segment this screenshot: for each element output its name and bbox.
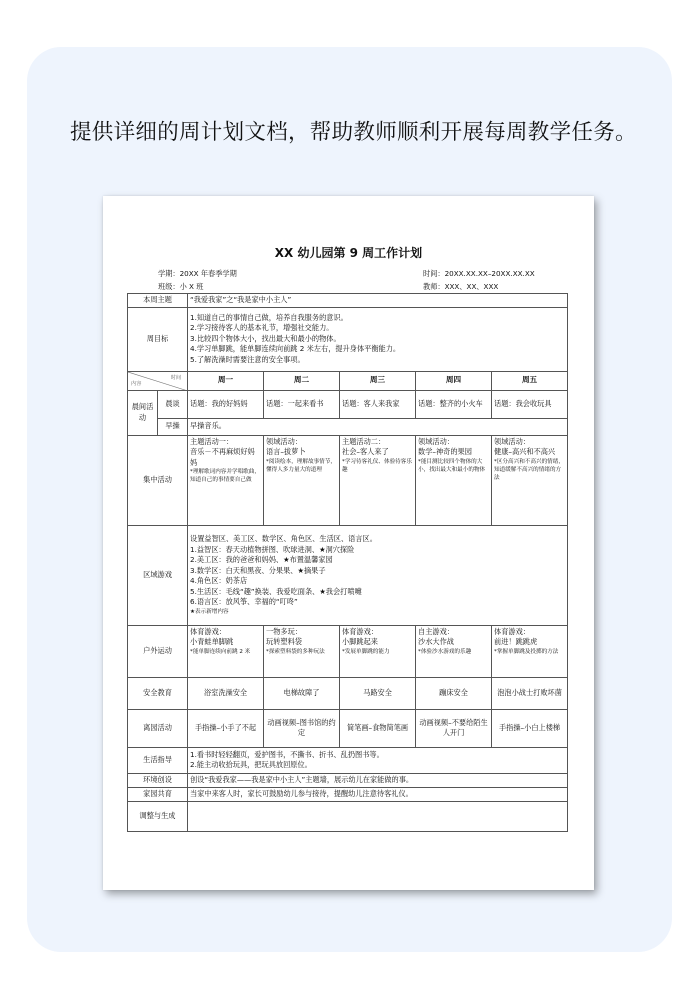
area-games-list <box>188 525 568 625</box>
outdoor-cell <box>188 625 264 677</box>
class-info: 班级：小 X 班 <box>158 282 204 291</box>
activity-note: *掌握单脚跳及投掷的方法 <box>494 648 559 655</box>
activity-name: 沙水大作战 <box>418 637 454 646</box>
goal-item: 4.学习单脚跳，能单脚连续向前跳 2 米左右，提升身体平衡能力。 <box>190 344 401 354</box>
group-activity-cell <box>188 435 264 525</box>
group-activity-cell <box>492 435 568 525</box>
activity-title: 体育游戏： <box>190 626 226 636</box>
morning-label: 晨间活动 <box>128 390 158 435</box>
safety-cell: 马路安全 <box>340 677 416 709</box>
outdoor-cell <box>340 625 416 677</box>
leave-cell: 简笔画–食物简笔画 <box>340 709 416 747</box>
home-label: 家园共育 <box>128 787 188 801</box>
activity-name: 小脚跳起来 <box>342 637 378 646</box>
semester-info: 学期：20XX 年春季学期 <box>158 269 237 278</box>
goals-label: 周目标 <box>128 307 188 371</box>
time-info: 时间：20XX.XX.XX–20XX.XX.XX <box>423 269 535 278</box>
activity-title: 领域活动： <box>266 436 302 446</box>
theme-value: “我爱我家”之“我是家中小主人” <box>188 294 568 308</box>
goals-list <box>188 307 568 371</box>
area-item: 4.角色区：奶茶店 <box>190 576 248 586</box>
corner-top-label: 时间 <box>170 374 182 381</box>
activity-title: 自主游戏： <box>418 626 454 636</box>
activity-name: 小青蛙单脚跳 <box>190 637 234 646</box>
chat-topic: 话题：客人来我家 <box>340 390 416 418</box>
activity-title: 领域活动： <box>418 436 454 446</box>
life-item: 1.看书时轻轻翻页，爱护图书，不撕书、折书、乱扔图书等。 <box>190 749 384 759</box>
weekday-wed: 周三 <box>340 371 416 390</box>
outdoor-label: 户外运动 <box>128 625 188 677</box>
chat-label: 晨谈 <box>158 390 188 418</box>
corner-bottom-label: 内容 <box>131 381 142 387</box>
goal-item: 5.了解洗澡时需要注意的安全事项。 <box>190 354 305 364</box>
morning-exercise-row <box>128 418 568 435</box>
activity-name: 健康–高兴和不高兴 <box>494 447 556 456</box>
activity-note: *区分高兴和不高兴的情绪，知道缓解不高兴的情绪的方法 <box>494 458 564 481</box>
area-item: 设置益智区、美工区、数学区、角色区、生活区、语言区。 <box>190 534 377 544</box>
corner-cell <box>128 371 188 390</box>
activity-name: 数学–神奇的果园 <box>418 447 472 456</box>
home-row <box>128 787 568 801</box>
area-item: 1.益智区：春天动植物拼图、吹球进洞、★洞穴探险 <box>190 544 355 554</box>
area-label: 区域游戏 <box>128 525 188 625</box>
activity-note: *探索塑料袋的多种玩法 <box>266 648 325 655</box>
morning-chat-row <box>128 390 568 418</box>
leave-label: 离园活动 <box>128 709 188 747</box>
activity-title: 领域活动： <box>494 436 530 446</box>
leave-cell: 动画视频–不要给陌生人开门 <box>416 709 492 747</box>
activity-title: 体育游戏： <box>342 626 378 636</box>
group-activity-cell <box>264 435 340 525</box>
home-value: 当家中来客人时，家长可鼓励幼儿参与接待，提醒幼儿注意待客礼仪。 <box>188 787 568 801</box>
chat-topic: 话题：我的好妈妈 <box>188 390 264 418</box>
life-label: 生活指导 <box>128 747 188 773</box>
area-legend-note: ★表示新增内容 <box>190 608 229 615</box>
chat-topic: 话题：整齐的小火车 <box>416 390 492 418</box>
theme-row <box>128 294 568 308</box>
area-item: 2.美工区：我的爸爸和妈妈、★布置温馨家园 <box>190 555 333 565</box>
area-games-row <box>128 525 568 625</box>
outdoor-row <box>128 625 568 677</box>
group-label: 集中活动 <box>128 435 188 525</box>
leave-cell: 手指操–小白上楼梯 <box>492 709 568 747</box>
environment-row <box>128 773 568 787</box>
adjust-row <box>128 801 568 831</box>
group-activity-cell <box>340 435 416 525</box>
activity-name: 玩转塑料袋 <box>266 637 302 646</box>
chat-topic: 话题：我会收玩具 <box>492 390 568 418</box>
activity-title: 主题活动二： <box>342 436 386 446</box>
weekday-header-row <box>128 371 568 390</box>
life-guidance <box>188 747 568 773</box>
weekday-mon: 周一 <box>188 371 264 390</box>
activity-title: 主题活动一： <box>190 436 234 446</box>
activity-title: 体育游戏： <box>494 626 530 636</box>
safety-row <box>128 677 568 709</box>
activity-note: *理解歌词内容并学唱歌曲，知道自己的事情要自己做 <box>190 469 260 483</box>
activity-note: *阅读绘本，理解故事情节，懂得人多力量大的道理 <box>266 458 336 473</box>
leave-row <box>128 709 568 747</box>
area-item: 5.生活区：毛线“趣”换装、我爱吃面条、★我会打喷嚏 <box>190 586 362 596</box>
environment-value: 创设“我爱我家——我是家中小主人”主题墙，展示幼儿在家能做的事。 <box>188 773 568 787</box>
outdoor-cell <box>264 625 340 677</box>
activity-note: *能单脚连续向前跳 2 米 <box>190 648 251 655</box>
chat-topic: 话题：一起来看书 <box>264 390 340 418</box>
activity-note: *学习待客礼仪、体验待客乐趣 <box>342 458 412 473</box>
weekly-plan-table <box>127 293 568 832</box>
goal-item: 2.学习接待客人的基本礼节，增强社交能力。 <box>190 323 334 333</box>
adjust-label: 调整与生成 <box>128 801 188 831</box>
activity-name: 前进！跳跳虎 <box>494 637 538 646</box>
weekday-thu: 周四 <box>416 371 492 390</box>
outdoor-cell <box>416 625 492 677</box>
life-row <box>128 747 568 773</box>
environment-label: 环境创设 <box>128 773 188 787</box>
safety-cell: 蹦床安全 <box>416 677 492 709</box>
safety-cell: 泡泡小战士打败坏菌 <box>492 677 568 709</box>
safety-cell: 电梯故障了 <box>264 677 340 709</box>
activity-note: *体验沙水游戏的乐趣 <box>418 648 472 655</box>
leave-cell: 手指操–小手了不起 <box>188 709 264 747</box>
group-activity-cell <box>416 435 492 525</box>
weekday-fri: 周五 <box>492 371 568 390</box>
document-page <box>103 196 594 890</box>
activity-name: 音乐－不再麻烦好妈妈 <box>190 447 255 467</box>
safety-label: 安全教育 <box>128 677 188 709</box>
area-item: 6.语言区：放风筝、幸福的“叮咚” <box>190 597 298 607</box>
exercise-label: 早操 <box>158 418 188 435</box>
outdoor-cell <box>492 625 568 677</box>
weekday-tue: 周二 <box>264 371 340 390</box>
exercise-value: 早操音乐。 <box>188 418 568 435</box>
document-title: XX 幼儿园第 9 周工作计划 <box>274 246 423 260</box>
activity-title: 一物多玩： <box>266 626 302 636</box>
group-activity-row <box>128 435 568 525</box>
leave-cell: 动画视频–图书馆的约定 <box>264 709 340 747</box>
area-item: 3.数学区：白天和黑夜、分果果、★摘果子 <box>190 565 326 575</box>
adjust-value <box>188 801 568 831</box>
activity-name: 语言–拔萝卜 <box>266 447 306 456</box>
activity-note: *能目测比较四个物体的大小，找出最大和最小的物体 <box>418 458 486 473</box>
headline: 提供详细的周计划文档，帮助教师顺利开展每周教学任务。 <box>70 120 637 145</box>
goal-item: 1.知道自己的事情自己做，培养自我服务的意识。 <box>190 312 348 322</box>
safety-cell: 浴室洗澡安全 <box>188 677 264 709</box>
activity-note: *发展单脚跳的能力 <box>342 648 390 655</box>
activity-name: 社会–客人来了 <box>342 447 389 456</box>
life-item: 2.能主动收拾玩具，把玩具放回原位。 <box>190 760 312 769</box>
teachers-info: 教师：XXX、XX、XXX <box>423 282 499 291</box>
goals-row <box>128 307 568 371</box>
goal-item: 3.比较四个物体大小，找出最大和最小的物体。 <box>190 333 341 343</box>
theme-label: 本周主题 <box>128 294 188 308</box>
